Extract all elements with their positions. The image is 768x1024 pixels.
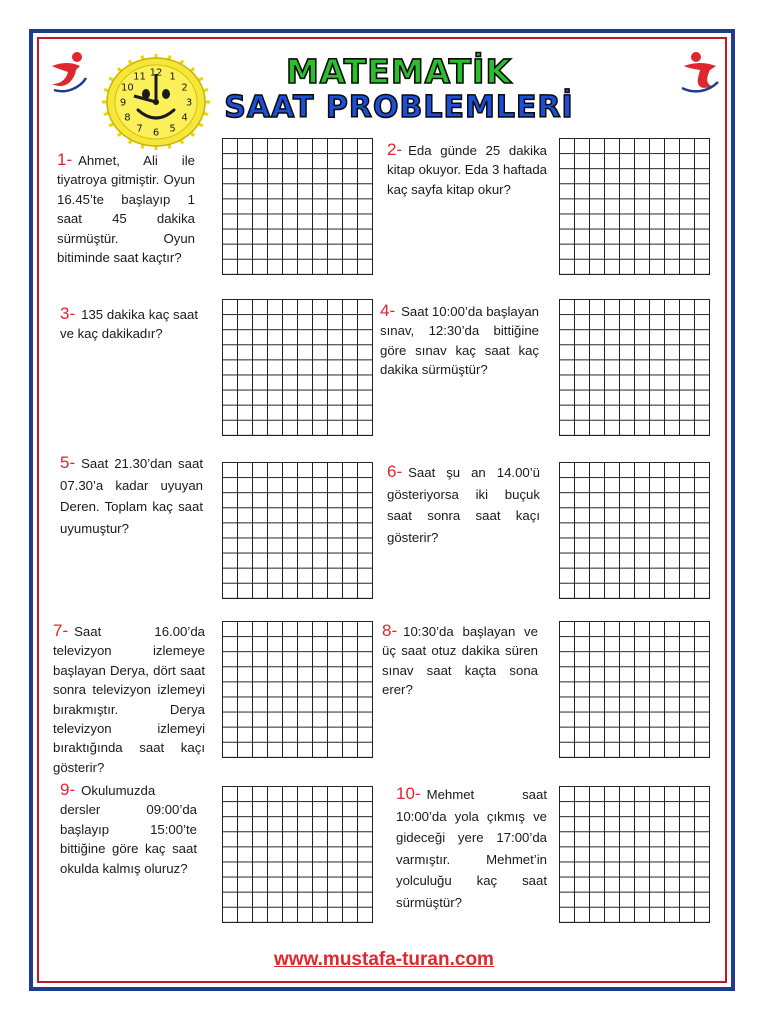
problem-1 [57, 150, 195, 267]
answer-grid-9[interactable] [222, 786, 373, 923]
answer-grid-3[interactable] [222, 299, 373, 436]
page-title: MATEMATİK [285, 52, 513, 91]
answer-grid-7[interactable] [222, 621, 373, 758]
problem-6 [387, 461, 540, 548]
answer-grid-5[interactable] [222, 462, 373, 599]
answer-grid-2[interactable] [559, 138, 710, 275]
clock-number: 2 [181, 82, 188, 94]
clock-number: 6 [152, 127, 160, 139]
clock-number: 5 [169, 123, 176, 135]
clock-number: 10 [121, 82, 134, 94]
answer-grid-10[interactable] [559, 786, 710, 923]
problem-8 [382, 621, 538, 700]
problem-text: Saat 16.00’da televizyon izlemeye başlayan Derya, dört saat sonra televizyon izlemeyi bırakmıştır. Derya televizyon izlemeyi bıraktığında saat kaçı gösterir? [53, 624, 205, 775]
problem-text: 10:30’da başlayan ve üç saat otuz dakika süren sınav saat kaçta sona erer? [382, 624, 538, 698]
border-dots-right [731, 40, 741, 980]
problem-number: 9- [60, 780, 76, 799]
page-subtitle: SAAT PROBLEMLERİ [224, 90, 574, 125]
problem-text: Mehmet saat 10:00’da yola çıkmış ve gideceği yere 17:00’da varmıştır. Mehmet’in yolculuğu kaç saat sürmüştür? [396, 787, 547, 910]
problem-9 [60, 780, 197, 878]
problem-text: Eda günde 25 dakika kitap okuyor. Eda 3 haftada kaç sayfa kitap okur? [387, 143, 547, 197]
website-link[interactable]: www.mustafa-turan.com [274, 949, 494, 970]
problem-4 [380, 301, 539, 380]
problem-text: Saat şu an 14.00’ü gösteriyorsa iki buçuk saat sonra saat kaçı gösterir? [387, 465, 540, 545]
answer-grid-8[interactable] [559, 621, 710, 758]
clock-number: 7 [136, 123, 143, 135]
clock-number: 3 [185, 97, 193, 109]
problem-number: 10- [396, 784, 421, 803]
problem-number: 3- [60, 304, 76, 323]
clock-number: 12 [149, 67, 163, 79]
clock-number: 11 [133, 71, 146, 83]
problem-text: Okulumuzda dersler 09:00’da başlayıp 15:00’te bittiğine göre kaç saat okulda kalmış oluruz? [60, 783, 197, 876]
problem-text: Saat 21.30’dan saat 07.30’a kadar uyuyan Deren. Toplam kaç saat uyumuştur? [60, 456, 203, 536]
problem-text: Ahmet, Ali ile tiyatroya gitmiştir. Oyun 16.45’te başlayıp 1 saat 45 dakika sürmüştür. Oyun bitiminde saat kaçtır? [57, 153, 195, 266]
problem-text: Saat 10:00’da başlayan sınav, 12:30’da bittiğine göre sınav kaç saat kaç dakika sürmüştür? [380, 304, 539, 378]
border-dots-left [31, 40, 41, 980]
answer-grid-4[interactable] [559, 299, 710, 436]
answer-grid-1[interactable] [222, 138, 373, 275]
problem-number: 2- [387, 140, 403, 159]
problem-number: 8- [382, 621, 398, 640]
clock-number: 4 [181, 112, 188, 124]
problem-number: 6- [387, 462, 403, 481]
problem-2 [387, 140, 547, 199]
problem-number: 1- [57, 150, 73, 169]
problem-10 [396, 783, 547, 914]
problem-5 [60, 452, 203, 539]
problem-7 [53, 621, 205, 777]
answer-grid-6[interactable] [559, 462, 710, 599]
problem-number: 7- [53, 621, 69, 640]
problem-3 [60, 304, 198, 344]
problem-number: 4- [380, 301, 396, 320]
problem-text: 135 dakika kaç saat ve kaç dakikadır? [60, 307, 198, 342]
problem-number: 5- [60, 453, 76, 472]
clock-number: 1 [169, 71, 176, 83]
clock-number: 9 [119, 97, 127, 109]
clock-number: 8 [124, 112, 131, 124]
